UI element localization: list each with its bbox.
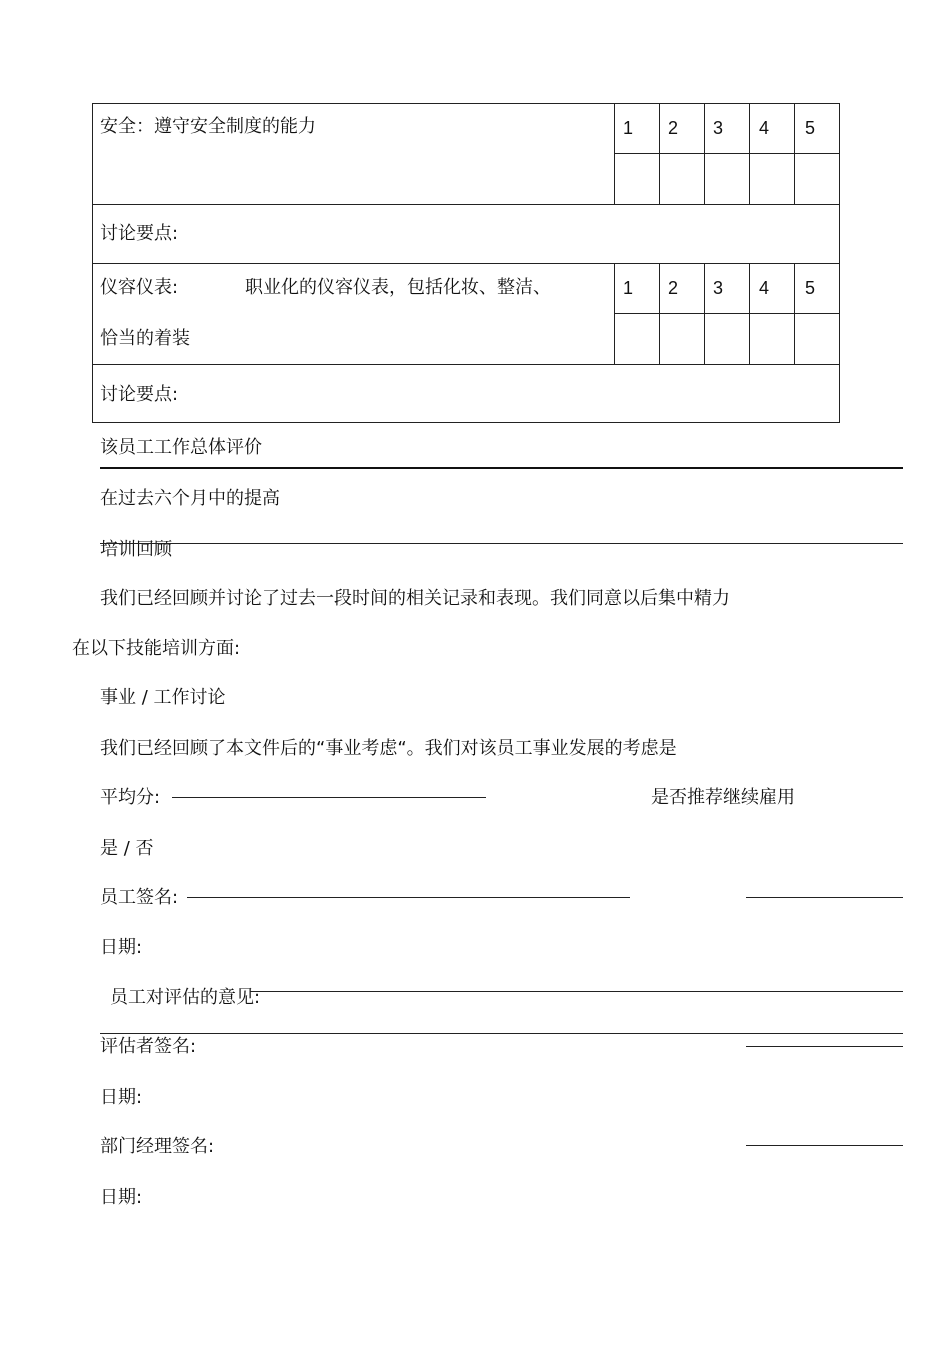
row-divider — [92, 364, 840, 365]
yes-no-option[interactable]: 是 / 否 — [100, 838, 154, 859]
score-1[interactable]: 1 — [623, 278, 634, 298]
row-divider — [92, 263, 840, 264]
evaluator-signature-label: 评估者签名: — [100, 1036, 197, 1057]
average-score-label: 平均分: — [100, 787, 161, 808]
appearance-label: 仪容仪表: — [100, 277, 179, 298]
evaluator-signature-field[interactable] — [746, 1046, 903, 1047]
manager-signature-label: 部门经理签名: — [100, 1136, 215, 1157]
appearance-desc: 职业化的仪容仪表，包括化妆、整洁、 — [245, 277, 551, 298]
employee-opinion-field[interactable] — [250, 991, 903, 992]
date-label: 日期: — [100, 937, 143, 958]
employee-signature-label: 员工签名: — [100, 887, 179, 908]
score-2[interactable]: 2 — [668, 118, 679, 138]
score-4[interactable]: 4 — [759, 278, 770, 298]
score-3[interactable]: 3 — [713, 278, 724, 298]
row-divider — [92, 204, 840, 205]
training-review-heading: 培训回顾 — [100, 539, 172, 560]
employee-signature-field[interactable] — [187, 897, 630, 898]
appearance-desc-cont: 恰当的着装 — [100, 328, 190, 349]
score-3[interactable]: 3 — [713, 118, 724, 138]
score-1[interactable]: 1 — [623, 118, 634, 138]
discussion-points-label: 讨论要点: — [100, 384, 179, 405]
score-grid-line — [614, 153, 840, 154]
discussion-points-label: 讨论要点: — [100, 223, 179, 244]
score-grid-line — [614, 103, 615, 204]
section-rule — [100, 467, 903, 469]
score-5[interactable]: 5 — [805, 118, 816, 138]
training-review-para-2: 在以下技能培训方面: — [72, 638, 241, 659]
employee-opinion-label: 员工对评估的意见: — [110, 987, 261, 1008]
score-4[interactable]: 4 — [759, 118, 770, 138]
average-score-field[interactable] — [172, 797, 486, 798]
score-grid-line — [614, 313, 840, 314]
section-rule — [100, 543, 903, 544]
signature-line-right[interactable] — [746, 897, 903, 898]
score-grid-line — [614, 263, 615, 364]
overall-evaluation-heading: 该员工工作总体评价 — [100, 437, 262, 458]
recommend-label: 是否推荐继续雇用 — [651, 787, 795, 808]
career-discussion-para: 我们已经回顾了本文件后的“事业考虑“。我们对该员工事业发展的考虑是 — [100, 738, 677, 759]
improvement-heading: 在过去六个月中的提高 — [100, 488, 280, 509]
manager-signature-field[interactable] — [746, 1145, 903, 1146]
date-label: 日期: — [100, 1187, 143, 1208]
score-2[interactable]: 2 — [668, 278, 679, 298]
score-5[interactable]: 5 — [805, 278, 816, 298]
date-label: 日期: — [100, 1087, 143, 1108]
training-review-para-1: 我们已经回顾并讨论了过去一段时间的相关记录和表现。我们同意以后集中精力 — [100, 588, 730, 609]
career-discussion-heading: 事业 / 工作讨论 — [100, 687, 226, 708]
safety-label: 安全：遵守安全制度的能力 — [100, 116, 316, 137]
employee-opinion-field-2[interactable] — [100, 1033, 903, 1034]
